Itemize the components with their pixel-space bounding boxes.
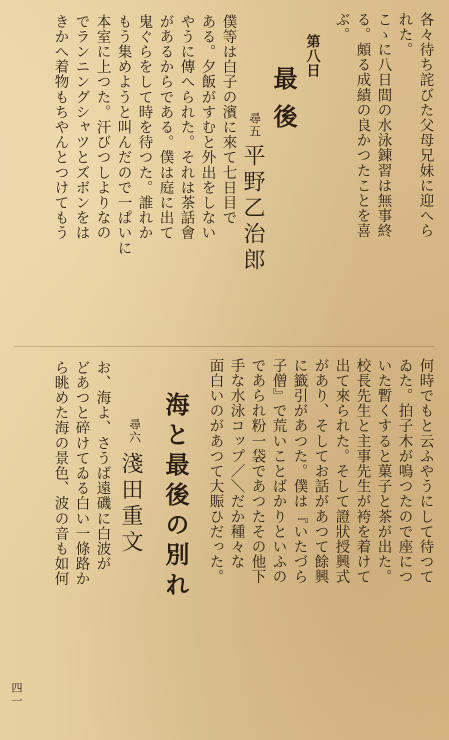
prev-line-1: 各々待ち詫びた父母兄妹に迎へら [417, 12, 434, 239]
prev-line-5: ぶ。 [333, 12, 350, 43]
poem-title: 海と最後の別れ [161, 392, 190, 602]
body-line-8: でランニングシャツとズボンをは [73, 14, 90, 241]
essay-author-name: 平野乙治郎 [240, 144, 265, 274]
poem-line-3: ら眺めた海の景色、波の音も如何 [52, 360, 69, 587]
cont-line-8: 子僧』で荒いことばかりといふの [270, 358, 287, 585]
essay-title: 最後 [269, 66, 298, 142]
poem-author-name: 淺田重文 [118, 452, 143, 556]
prev-line-2: れた。 [396, 12, 413, 58]
poem-author-grade: 尋六 [127, 418, 142, 444]
body-line-7: 本室に上つた。汗びつしよりなの [94, 14, 111, 241]
prev-line-3: こゝに八日間の水泳錬習は無事終 [375, 12, 392, 239]
body-line-6: もう集めようと叫んだので一ぱいに [115, 14, 132, 256]
section-divider [14, 346, 435, 347]
body-line-9: きかへ着物もちやんとつけてもう [52, 14, 69, 241]
day-heading: 第八日 [304, 34, 321, 78]
cont-line-7: に籤引があつた。僕は『いたづら [291, 358, 308, 585]
poem-line-1: お、海よ、さうば遠磯に白波が [94, 360, 111, 572]
body-line-1: 僕等は白子の濱に來て七日目で [220, 14, 237, 226]
prev-line-4: る。頗る成績の良かつたことを喜 [354, 12, 371, 239]
cont-line-6: があり、そしてお話があつて餘興 [312, 358, 329, 585]
body-line-3: やうに傳へられた。それは茶話會 [178, 14, 195, 241]
body-line-4: があるからである。僕は庭に出て [157, 14, 174, 241]
cont-line-9: であられ粉一袋であつたその他下 [249, 358, 266, 585]
cont-line-2: ゐた。拍子木が鳴つたので座につ [396, 358, 413, 585]
cont-line-4: 校長先生と主事先生が袴を着けて [354, 358, 371, 585]
cont-line-3: いた暫くすると菓子と茶が出た。 [375, 358, 392, 585]
cont-line-11: 面白いのがあつて大賑ひだった。 [207, 358, 224, 585]
cont-line-5: 出て來られた。そして證狀授興式 [333, 358, 350, 585]
body-line-2: ある。夕飯がすむと外出をしない [199, 14, 216, 241]
body-line-5: 鬼ぐらをして時を待つた。誰れか [136, 14, 153, 241]
cont-line-10: 手な水泳コップ／＼だか種々な [228, 358, 245, 570]
cont-line-1: 何時でもと云ふやうにして待つて [417, 358, 434, 585]
page-number: 四一 [10, 682, 23, 708]
poem-line-2: どあつと碎けてゐる白い一條路か [73, 360, 90, 587]
essay-author-grade: 尋五 [247, 112, 262, 138]
